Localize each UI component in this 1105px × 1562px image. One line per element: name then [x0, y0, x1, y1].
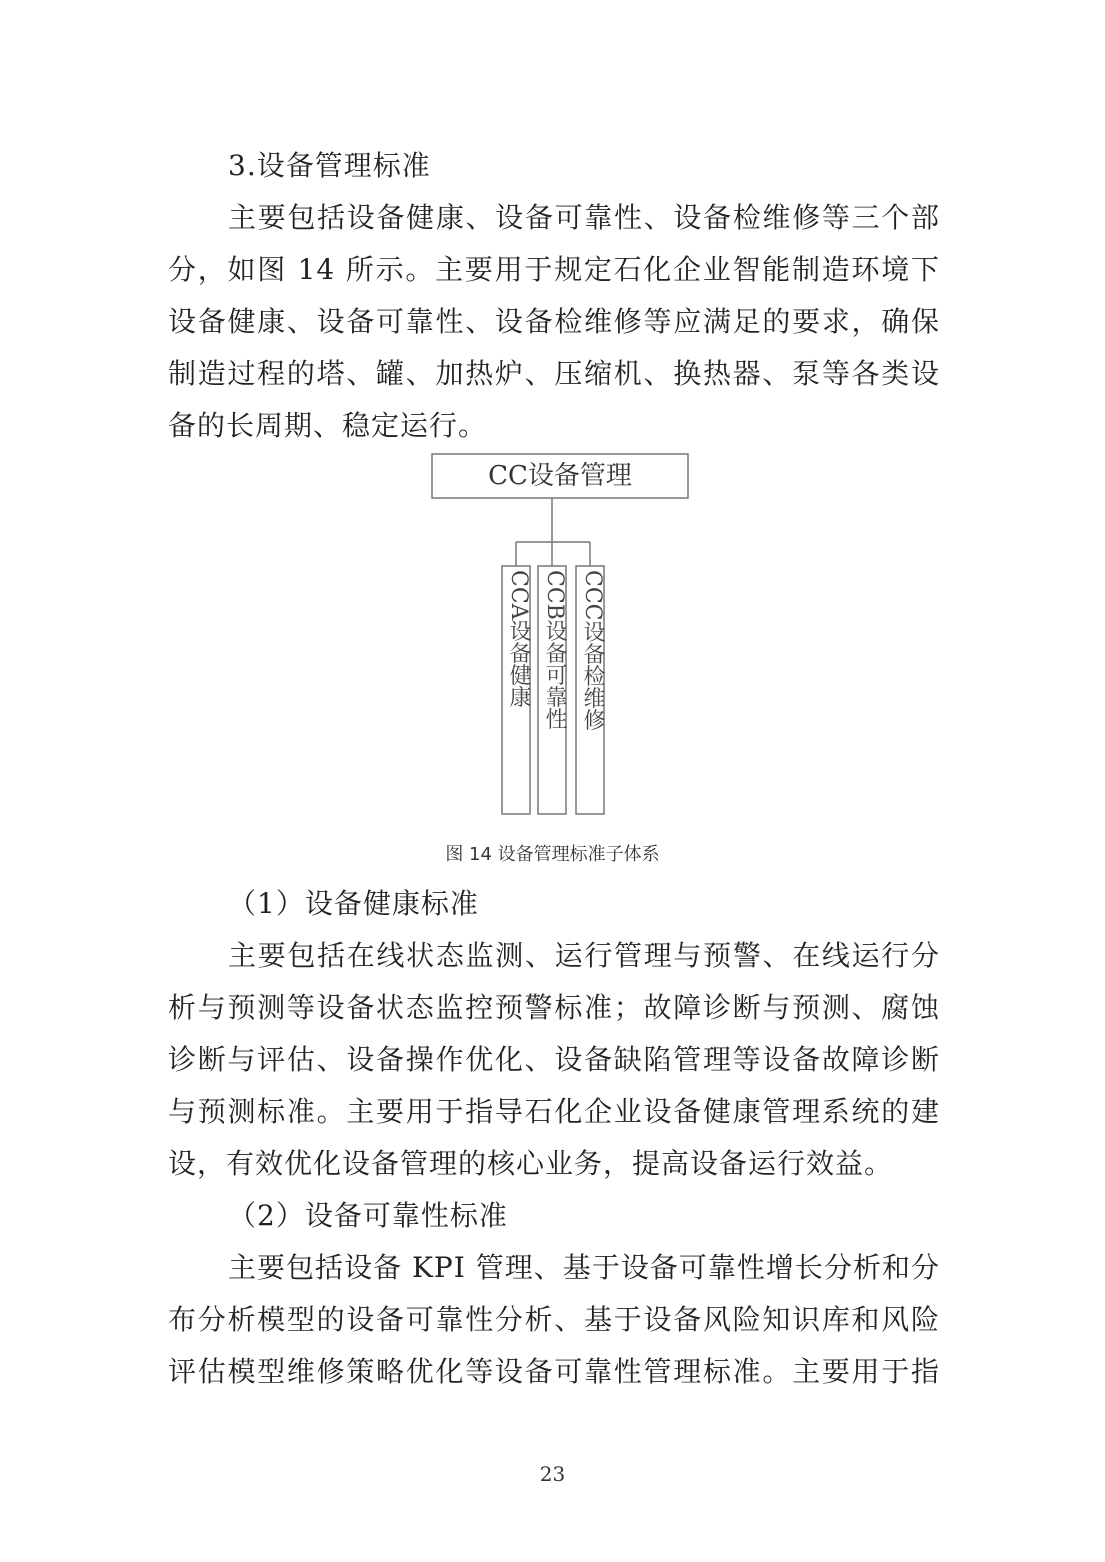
- paragraph-line: 诊断与评估、设备操作优化、设备缺陷管理等设备故障诊断: [168, 1043, 940, 1076]
- figure-caption: 图 14 设备管理标准子体系: [445, 844, 660, 865]
- paragraph-line: 制造过程的塔、罐、加热炉、压缩机、换热器、泵等各类设: [168, 357, 940, 390]
- paragraph-line: 评估模型维修策略优化等设备可靠性管理标准。主要用于指: [168, 1355, 940, 1388]
- root-node-label: CC设备管理: [488, 461, 632, 491]
- paragraph-line: 与预测标准。主要用于指导石化企业设备健康管理系统的建: [168, 1095, 940, 1128]
- paragraph-line: 布分析模型的设备可靠性分析、基于设备风险知识库和风险: [168, 1303, 940, 1336]
- paragraph-line: 主要包括设备 KPI 管理、基于设备可靠性增长分析和分: [228, 1251, 940, 1284]
- child-node-label: CCA设备健康: [506, 570, 531, 708]
- paragraph-line: 主要包括在线状态监测、运行管理与预警、在线运行分: [228, 939, 940, 972]
- paragraph-line: 备的长周期、稳定运行。: [168, 409, 488, 442]
- child-node-label: CCC设备检维修: [580, 570, 605, 731]
- child-node-label: CCB设备可靠性: [542, 570, 567, 730]
- paragraph-line: 设备健康、设备可靠性、设备检维修等应满足的要求，确保: [168, 305, 940, 338]
- paragraph-line: 主要包括设备健康、设备可靠性、设备检维修等三个部: [228, 201, 940, 234]
- structure-diagram: [420, 444, 700, 824]
- subsection-heading: （1）设备健康标准: [228, 887, 479, 920]
- paragraph-line: 析与预测等设备状态监控预警标准；故障诊断与预测、腐蚀: [168, 991, 940, 1024]
- subsection-heading: （2）设备可靠性标准: [228, 1199, 508, 1232]
- paragraph-line: 分，如图 14 所示。主要用于规定石化企业智能制造环境下: [168, 253, 940, 286]
- section-heading: 3.设备管理标准: [228, 149, 431, 182]
- page-number: 23: [539, 1462, 566, 1486]
- paragraph-line: 设，有效优化设备管理的核心业务，提高设备运行效益。: [168, 1147, 894, 1180]
